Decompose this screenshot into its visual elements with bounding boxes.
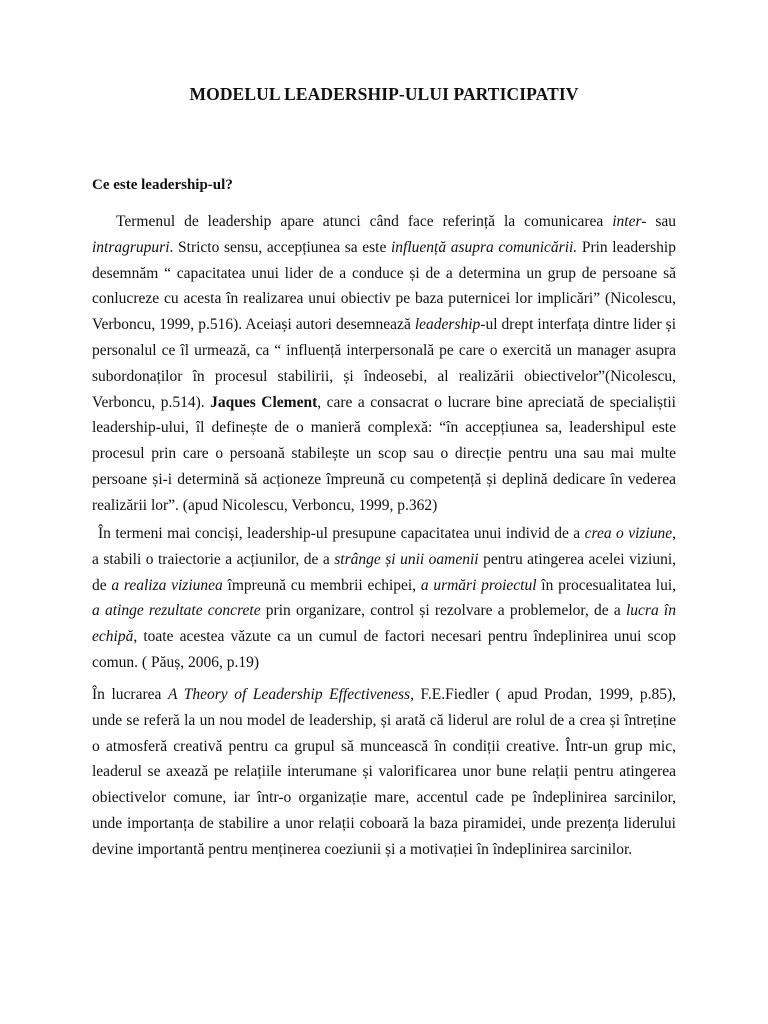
- italic-term: crea o viziune: [584, 525, 673, 542]
- paragraph-text: Termenul de leadership apare atunci când face referință la comunicarea: [116, 213, 613, 230]
- italic-term: lucra în echipă: [92, 602, 676, 646]
- section-heading: Ce este leadership-ul?: [92, 177, 233, 193]
- paragraph-text: prin organizare, control și rezolvare a problemelor, de a: [260, 602, 626, 620]
- paragraph-fiedler: [92, 682, 676, 863]
- italic-term: leadership: [414, 316, 481, 334]
- italic-term: influență asupra comunicării.: [390, 238, 578, 256]
- italic-term: a realiza viziunea: [111, 576, 223, 594]
- paragraph-text: -ul drept interfața dintre lider și personalul ce îl urmează, ca “ influență interpersonală pe care o exercită un manager asupra subordonaților în procesul stabilirii, și îndeosebi, al realizării obiectivelor”(Nicolescu, Verboncu, p.514).: [92, 316, 677, 411]
- paragraph-concise-terms: [92, 521, 676, 676]
- paragraph-text: . Stricto sensu, accepțiunea sa este: [169, 238, 391, 256]
- document-title: MODELUL LEADERSHIP-ULUI PARTICIPATIV: [189, 84, 579, 104]
- paragraph-text: sau: [646, 213, 676, 230]
- paragraph-text: împreună cu membrii echipei,: [222, 576, 421, 594]
- paragraph-text: în procesualitatea lui,: [536, 576, 677, 594]
- italic-term: intragrupuri: [92, 238, 170, 256]
- paragraph-text: , toate acestea văzute ca un cumul de factori necesari pentru îndeplinirea unui scop comun. ( Păuș, 2006, p.19): [92, 628, 676, 671]
- bold-author-name: Jaques Clement: [210, 393, 318, 411]
- italic-term: strânge și unii oamenii: [334, 550, 479, 568]
- paragraph-text: În termeni mai conciși, leadership-ul presupune capacitatea unui individ de a: [98, 525, 585, 542]
- italic-book-title: A Theory of Leadership Effectiveness,: [167, 686, 414, 703]
- paragraph-definition: [92, 209, 676, 519]
- paragraph-text: F.E.Fiedler ( apud Prodan, 1999, p.85), unde se referă la un nou model de leadership, și arată că liderul are rolul de a crea și întreține o atmosferă creativă pentru ca grupul să muncească în condiții creative. Într-un grup mic, leaderul se axează pe relațiile interumane și valorificarea unor bune relații pentru atingerea obiectivelor comune, iar într-o organizație mare, accentul cade pe îndeplinirea sarcinilor, unde importanța de stabilire a unor relații coboară la baza piramidei, unde prezența liderului devine importantă pentru menținerea coeziunii și a motivației în îndeplinirea sarcinilor.: [92, 686, 677, 858]
- paragraph-text: pentru atingerea acelei viziuni, de: [92, 550, 676, 594]
- paragraph-text: , care a consacrat o lucrare bine apreciată de specialiștii leadership-ului, îl definește de o manieră complexă: “în accepțiunea sa, leadershipul este procesul prin care o persoană stabilește un scop sau o direcție pentru una sau mai multe persoane și-i determină să acționeze împreună cu competență și deplină dedicare în vederea realizării lor”. (apud Nicolescu, Verboncu, 1999, p.362): [92, 393, 676, 514]
- paragraph-text: Prin leadership desemnăm “ capacitatea unui lider de a conduce și de a determina un grup de persoane să conlucreze cu acesta în realizarea unui obiectiv pe baza puternicei lor implicări” (Nicolescu, Verboncu, 1999, p.516). Aceiași autori desemnează: [92, 238, 676, 334]
- italic-term: a atinge rezultate concrete: [92, 602, 261, 620]
- paragraph-text: , a stabili o traiectorie a acțiunilor, de a: [92, 525, 676, 568]
- document-page: [92, 0, 676, 1024]
- paragraph-text: În lucrarea: [92, 686, 168, 703]
- italic-term: a urmări proiectul: [420, 576, 537, 594]
- italic-term: inter-: [612, 213, 647, 230]
